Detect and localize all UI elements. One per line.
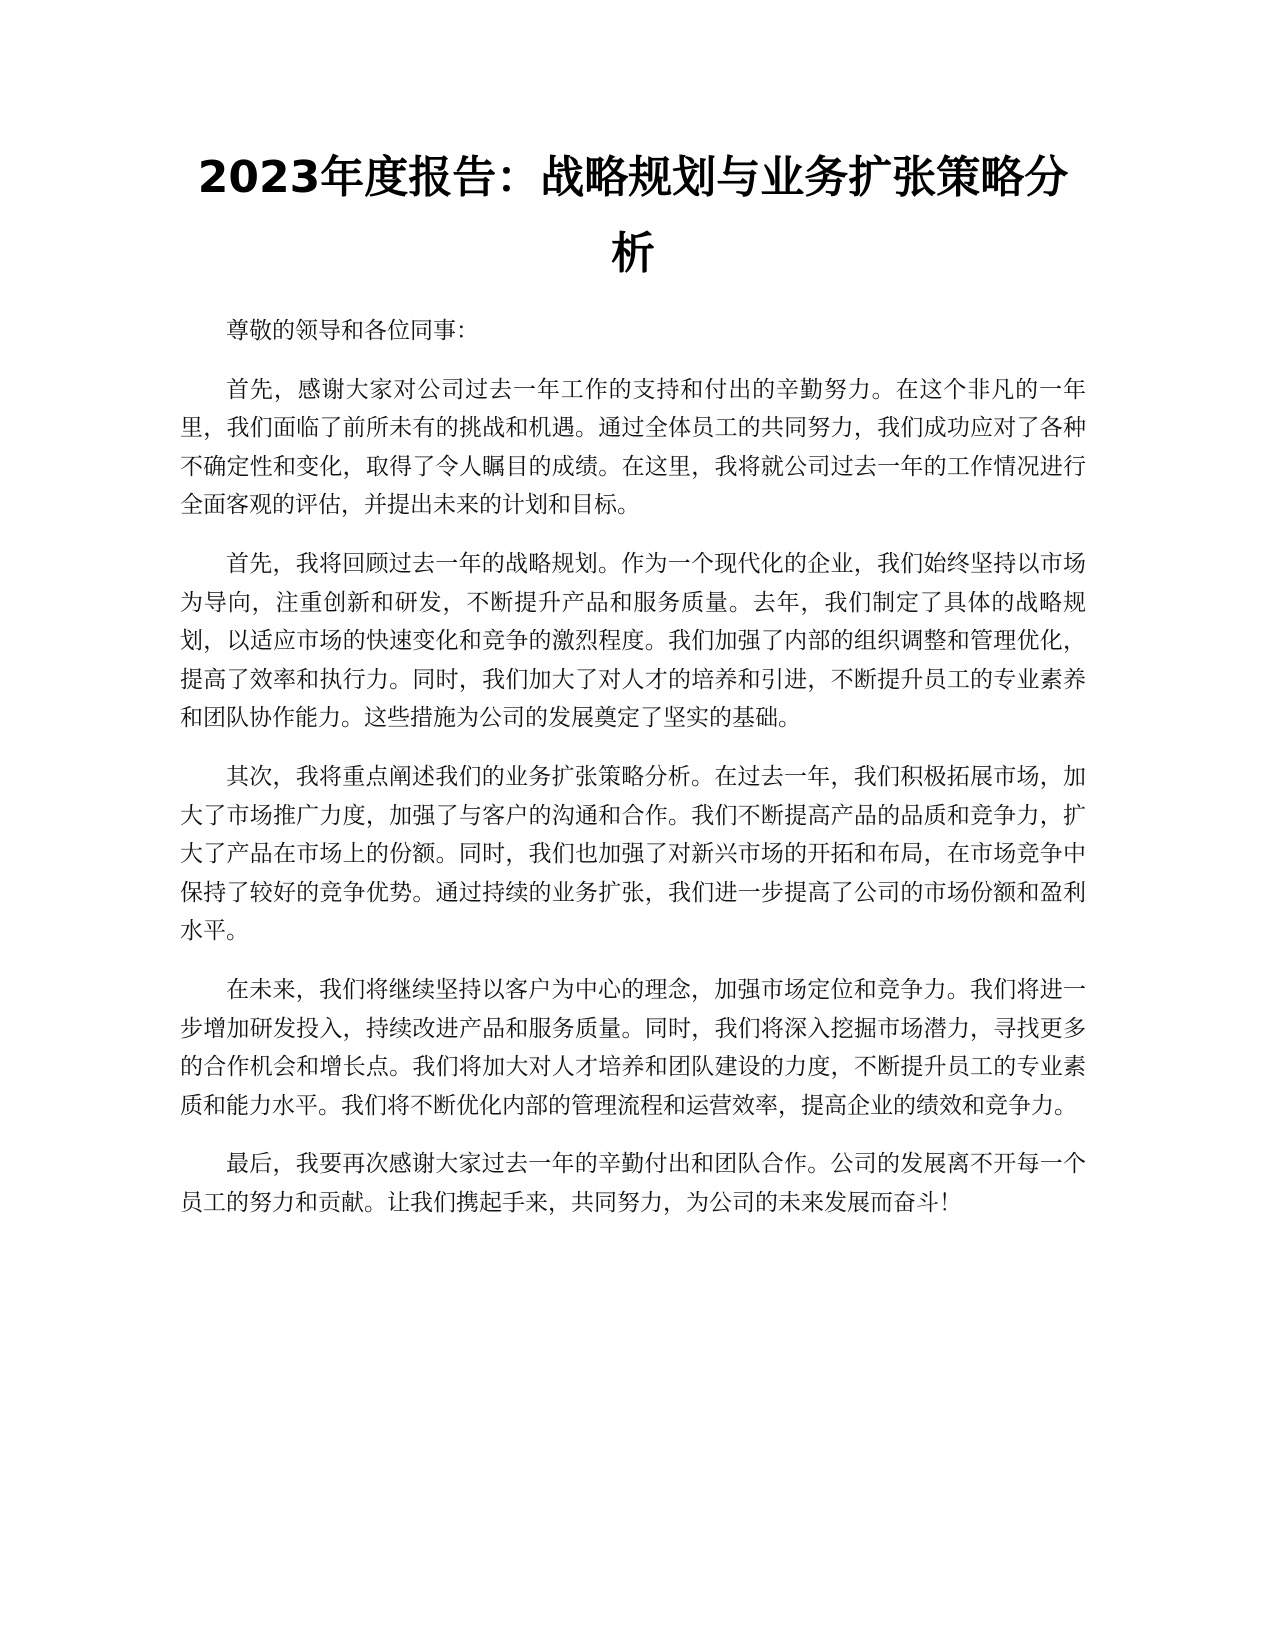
paragraph-business-expansion: 其次，我将重点阐述我们的业务扩张策略分析。在过去一年，我们积极拓展市场，加大了市场推广力度，加强了与客户的沟通和合作。我们不断提高产品的品质和竞争力，扩大了产品在市场上的份额。同时，我们也加强了对新兴市场的开拓和布局，在市场竞争中保持了较好的竞争优势。通过持续的业务扩张，我们进一步提高了公司的市场份额和盈利水平。 [180, 763, 1086, 945]
paragraph-future-plans: 在未来，我们将继续坚持以客户为中心的理念，加强市场定位和竞争力。我们将进一步增加研发投入，持续改进产品和服务质量。同时，我们将深入挖掘市场潜力，寻找更多的合作机会和增长点。我们将加大对人才培养和团队建设的力度，不断提升员工的专业素质和能力水平。我们将不断优化内部的管理流程和运营效率，提高企业的绩效和竞争力。 [180, 976, 1086, 1119]
paragraph-intro-thanks: 首先，感谢大家对公司过去一年工作的支持和付出的辛勤努力。在这个非凡的一年里，我们面临了前所未有的挑战和机遇。通过全体员工的共同努力，我们成功应对了各种不确定性和变化，取得了令人瞩目的成绩。在这里，我将就公司过去一年的工作情况进行全面客观的评估，并提出未来的计划和目标。 [180, 376, 1086, 519]
paragraph-closing: 最后，我要再次感谢大家过去一年的辛勤付出和团队合作。公司的发展离不开每一个员工的努力和贡献。让我们携起手来，共同努力，为公司的未来发展而奋斗！ [180, 1151, 1086, 1216]
document-title: 2023年度报告：战略规划与业务扩张策略分析 [197, 152, 1069, 279]
document-body [180, 312, 1086, 1242]
salutation: 尊敬的领导和各位同事： [226, 318, 479, 344]
paragraph-strategy-review: 首先，我将回顾过去一年的战略规划。作为一个现代化的企业，我们始终坚持以市场为导向，注重创新和研发，不断提升产品和服务质量。去年，我们制定了具体的战略规划，以适应市场的快速变化和竞争的激烈程度。我们加强了内部的组织调整和管理优化，提高了效率和执行力。同时，我们加大了对人才的培养和引进，不断提升员工的专业素养和团队协作能力。这些措施为公司的发展奠定了坚实的基础。 [180, 550, 1086, 732]
